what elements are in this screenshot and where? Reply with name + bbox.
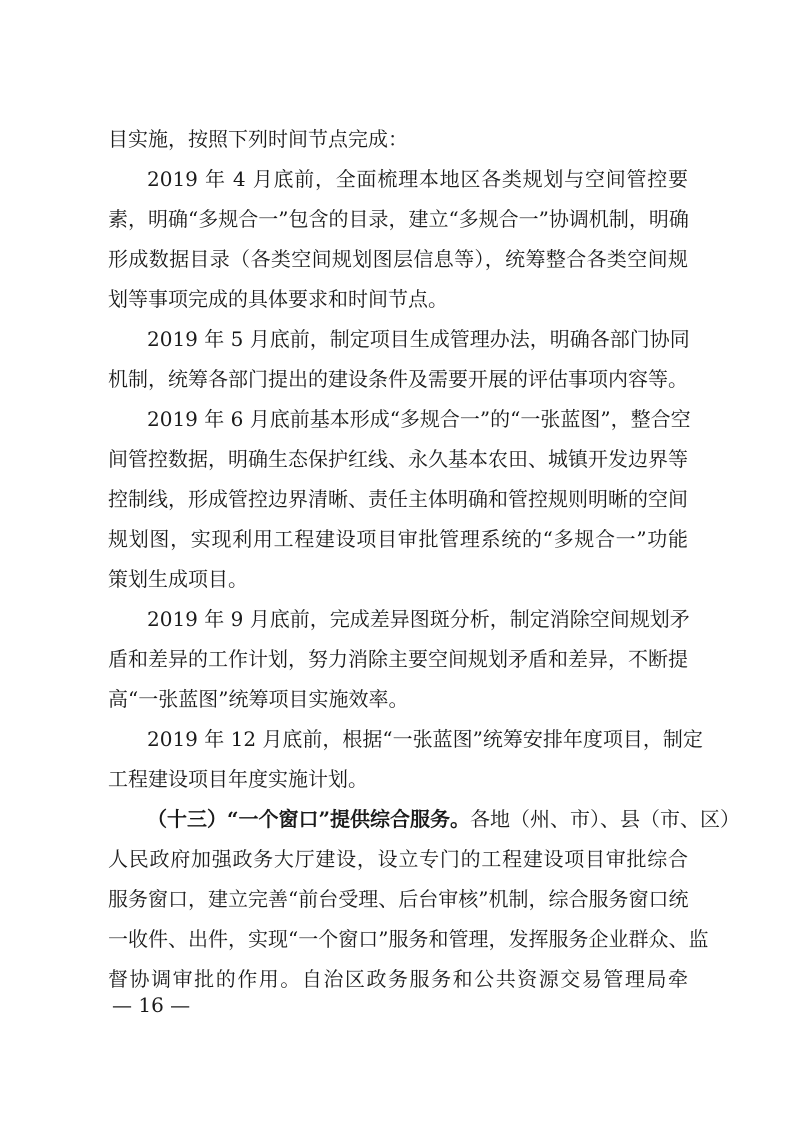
text-line: 规划图，实现利用工程建设项目审批管理系统的“多规合一”功能 <box>108 527 688 551</box>
text-line: 2019 年 6 月底前基本形成“多规合一”的“一张蓝图”，整合空 <box>147 407 691 431</box>
text-line: 目实施，按照下列时间节点完成： <box>108 127 408 151</box>
section-heading: （十三）“一个窗口”提供综合服务。 <box>147 807 471 831</box>
text-line: 2019 年 12 月底前，根据“一张蓝图”统筹安排年度项目，制定 <box>147 727 703 751</box>
text-line: 策划生成项目。 <box>108 567 248 591</box>
text-line: 人民政府加强政务大厅建设，设立专门的工程建设项目审批综合 <box>108 847 688 871</box>
text-line: 工程建设项目年度实施计划。 <box>108 767 368 791</box>
text-line-tail: 各地（州、市）、县（市、区） <box>470 807 741 831</box>
text-line: 2019 年 5 月底前，制定项目生成管理办法，明确各部门协同 <box>147 327 690 351</box>
text-line: 素，明确“多规合一”包含的目录，建立“多规合一”协调机制，明确 <box>108 207 689 231</box>
text-line: 划等事项完成的具体要求和时间节点。 <box>108 287 448 311</box>
text-line: 一收件、出件，实现“一个窗口”服务和管理，发挥服务企业群众、监 <box>108 927 709 951</box>
text-line: 2019 年 4 月底前，全面梳理本地区各类规划与空间管控要 <box>147 167 688 191</box>
text-line: 2019 年 9 月底前，完成差异图斑分析，制定消除空间规划矛 <box>147 607 690 631</box>
text-line: 控制线，形成管控边界清晰、责任主体明确和管控规则明晰的空间 <box>108 487 688 511</box>
text-line: 机制，统筹各部门提出的建设条件及需要开展的评估事项内容等。 <box>108 367 688 391</box>
text-line: 服务窗口，建立完善“前台受理、后台审核”机制，综合服务窗口统 <box>108 887 689 911</box>
section-heading-line <box>147 806 741 832</box>
text-line: 盾和差异的工作计划，努力消除主要空间规划矛盾和差异，不断提 <box>108 647 688 671</box>
text-line: 督协调审批的作用。自治区政务服务和公共资源交易管理局牵 <box>108 967 688 991</box>
text-line: 形成数据目录（各类空间规划图层信息等），统筹整合各类空间规 <box>108 247 688 271</box>
text-line: 高“一张蓝图”统筹项目实施效率。 <box>108 687 409 711</box>
text-line: 间管控数据，明确生态保护红线、永久基本农田、城镇开发边界等 <box>108 447 688 471</box>
page-number: — 16 — <box>112 993 191 1017</box>
